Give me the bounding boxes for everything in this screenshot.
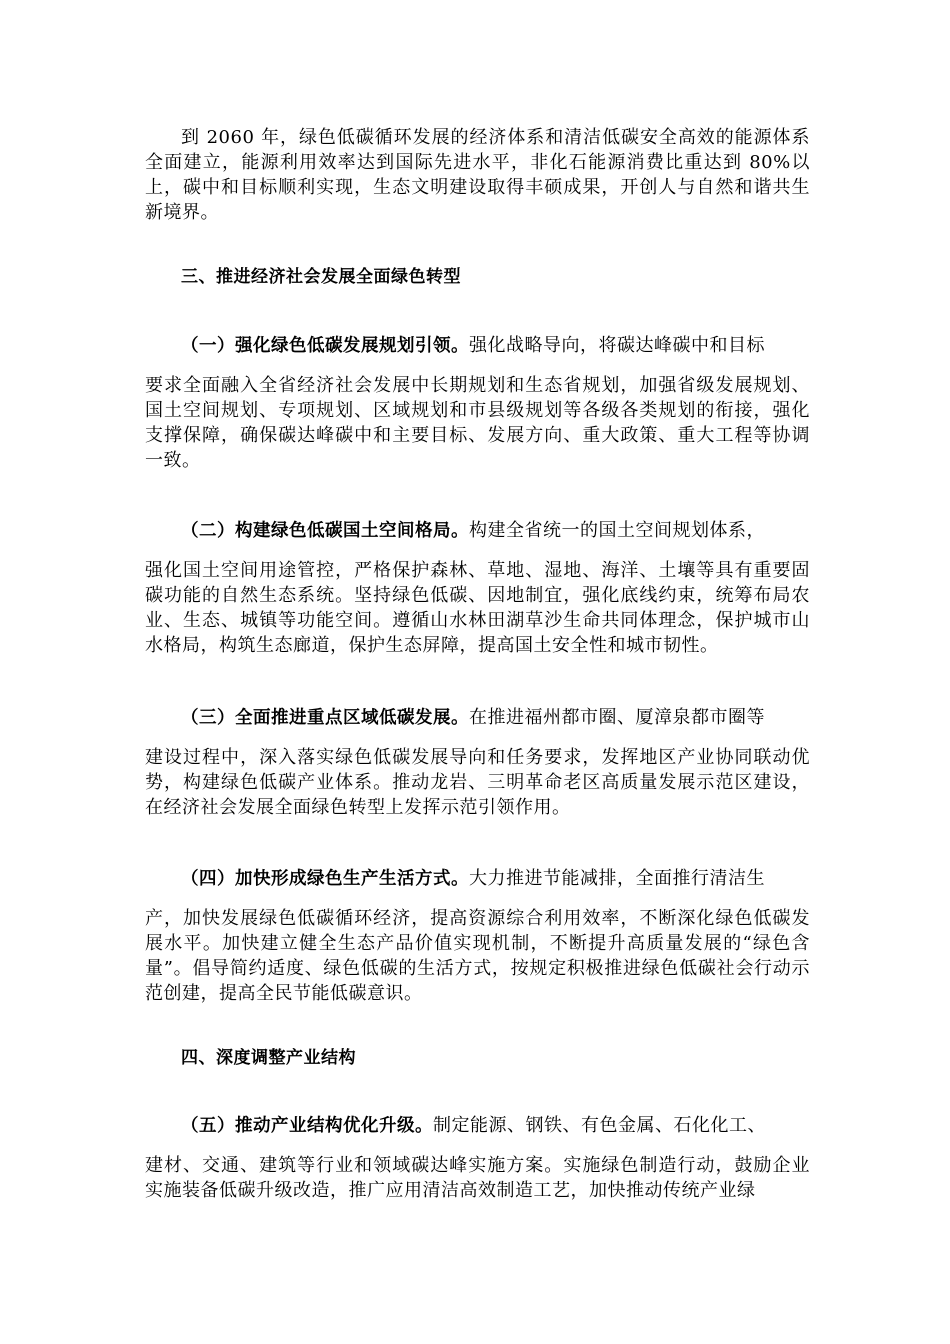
item-4-first-line-rest: 大力推进节能减排，全面推行清洁生: [469, 868, 765, 889]
item-2-first-line-rest: 构建全省统一的国土空间规划体系，: [469, 520, 765, 541]
item-2-lead: （二）构建绿色低碳国土空间格局。: [181, 521, 469, 541]
section-heading-3: 三、推进经济社会发展全面绿色转型: [181, 267, 461, 287]
item-1-first-line: [181, 333, 811, 359]
item-1-first-line-rest: 强化战略导向，将碳达峰碳中和目标: [469, 335, 765, 356]
item-3-lead: （三）全面推进重点区域低碳发展。: [181, 708, 469, 728]
item-3-body: 建设过程中，深入落实绿色低碳发展导向和任务要求，发挥地区产业协同联动优势，构建绿色低碳产业体系。推动龙岩、三明革命老区高质量发展示范区建设，在经济社会发展全面绿色转型上发挥示范引领作用。: [145, 747, 810, 818]
intro-paragraph: 到 2060 年，绿色低碳循环发展的经济体系和清洁低碳安全高效的能源体系全面建立，能源利用效率达到国际先进水平，非化石能源消费比重达到 80%以上，碳中和目标顺利实现，生态文明建设取得丰硕成果，开创人与自然和谐共生新境界。: [145, 127, 810, 223]
section-heading-4: 四、深度调整产业结构: [181, 1048, 356, 1068]
item-2-body: 强化国土空间用途管控，严格保护森林、草地、湿地、海洋、土壤等具有重要固碳功能的自然生态系统。坚持绿色低碳、因地制宜，强化底线约束，统筹布局农业、生态、城镇等功能空间。遵循山水林田湖草沙生命共同体理念，保护城市山水格局，构筑生态廊道，保护生态屏障，提高国土安全性和城市韧性。: [145, 560, 810, 656]
item-1-lead: （一）强化绿色低碳发展规划引领。: [181, 336, 469, 356]
item-5-first-line: [181, 1113, 811, 1139]
item-4-body: 产，加快发展绿色低碳循环经济，提高资源综合利用效率，不断深化绿色低碳发展水平。加快建立健全生态产品价值实现机制，不断提升高质量发展的“绿色含量”。倡导简约适度、绿色低碳的生活方式，按规定积极推进绿色低碳社会行动示范创建，提高全民节能低碳意识。: [145, 908, 810, 1004]
item-4-lead: （四）加快形成绿色生产生活方式。: [181, 869, 469, 889]
item-2-first-line: [181, 518, 811, 544]
item-5-body: 建材、交通、建筑等行业和领域碳达峰实施方案。实施绿色制造行动，鼓励企业实施装备低碳升级改造，推广应用清洁高效制造工艺，加快推动传统产业绿: [145, 1155, 810, 1201]
item-3-first-line: [181, 705, 811, 731]
item-5-lead: （五）推动产业结构优化升级。: [181, 1116, 433, 1136]
item-1-body: 要求全面融入全省经济社会发展中长期规划和生态省规划，加强省级发展规划、国土空间规划、专项规划、区域规划和市县级规划等各级各类规划的衔接，强化支撑保障，确保碳达峰碳中和主要目标、发展方向、重大政策、重大工程等协调一致。: [145, 375, 810, 471]
item-3-first-line-rest: 在推进福州都市圈、厦漳泉都市圈等: [469, 707, 765, 728]
item-4-first-line: [181, 866, 811, 892]
item-5-first-line-rest: 制定能源、钢铁、有色金属、石化化工、: [433, 1115, 766, 1136]
